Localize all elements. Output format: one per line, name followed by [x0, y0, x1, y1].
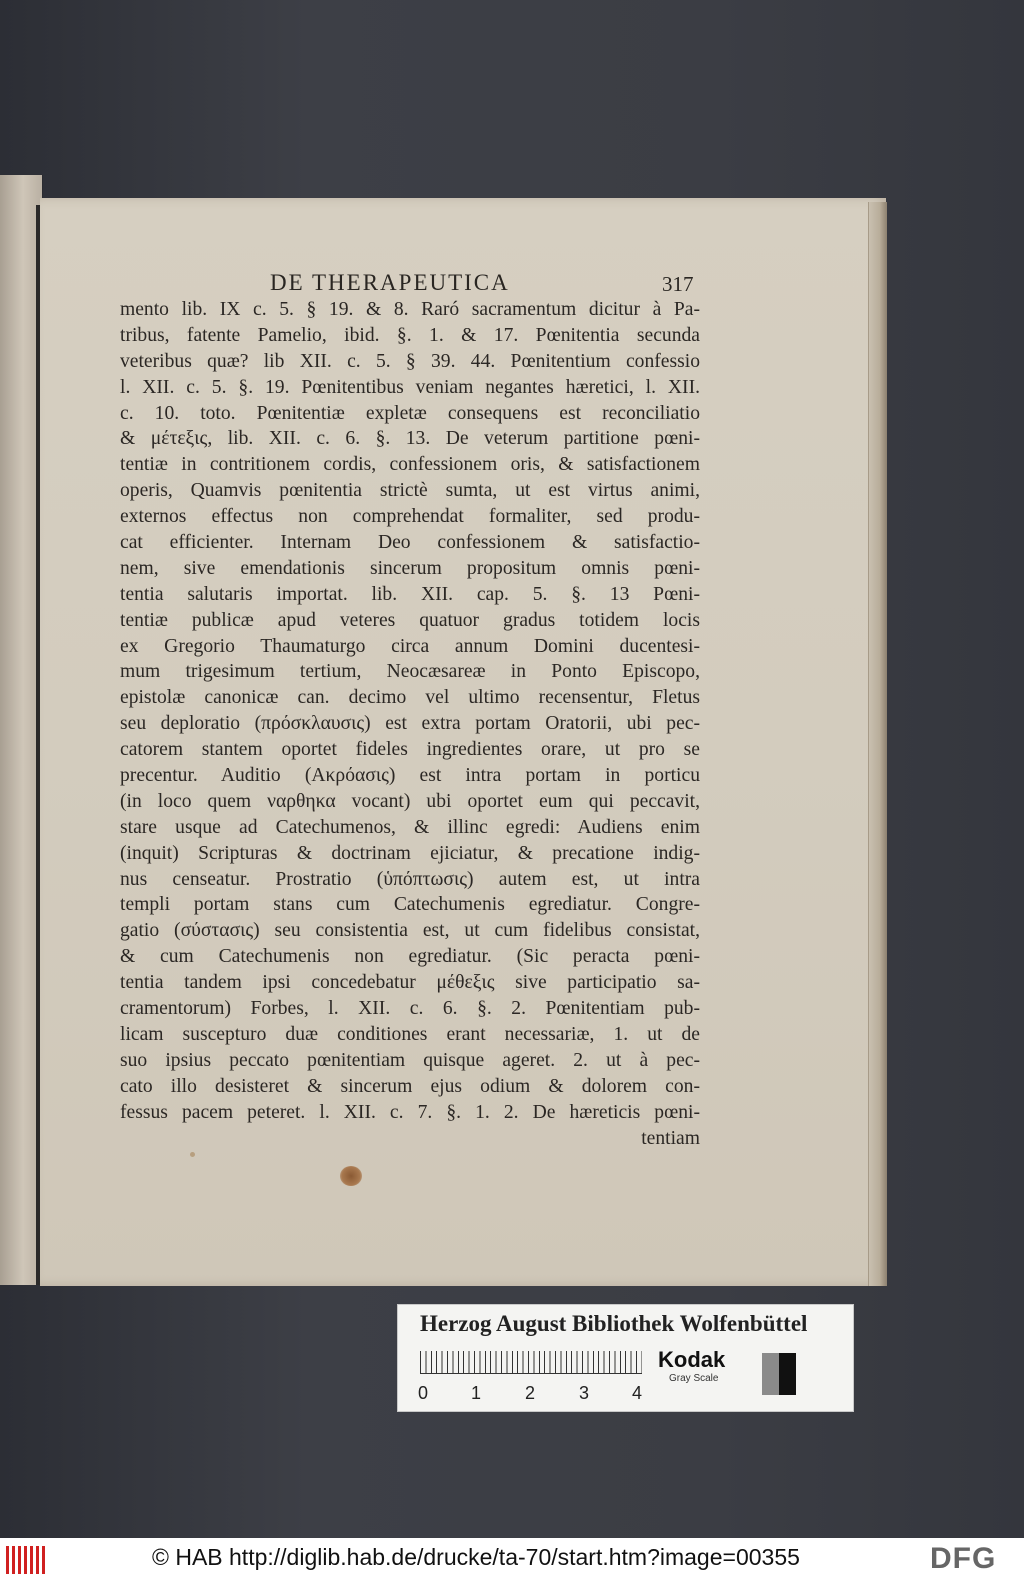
text-line: mento lib. IX c. 5. § 19. & 8. Raró sacramentum dicitur à Pa-	[120, 299, 700, 320]
text-line: veteribus quæ? lib XII. c. 5. § 39. 44. Pœnitentium confessio	[120, 350, 700, 372]
text-line: suo ipsius peccato pœnitentiam quisque ageret. 2. ut à pec-	[120, 1049, 700, 1071]
black-swatch	[779, 1353, 796, 1395]
library-name: Herzog August Bibliothek Wolfenbüttel	[420, 1311, 808, 1336]
text-line: licam suscepturo duæ conditiones erant necessariæ, 1. ut de	[120, 1023, 700, 1045]
footer-copyright-link[interactable]: © HAB http://diglib.hab.de/drucke/ta-70/start.htm?image=00355	[152, 1544, 800, 1570]
scale-number-0: 0	[418, 1383, 429, 1403]
footer-bar	[0, 1538, 1024, 1582]
text-line: l. XII. c. 5. §. 19. Pœnitentibus veniam negantes hæretici, l. XII.	[120, 376, 700, 398]
library-color-card	[397, 1304, 854, 1412]
body-text	[120, 297, 700, 1151]
scale-ruler-base	[420, 1373, 642, 1374]
running-head-title: DE THERAPEUTICA	[270, 270, 510, 295]
text-line: stare usque ad Catechumenos, & illinc egredi: Audiens enim	[120, 816, 700, 838]
dfg-logo: DFG	[930, 1542, 997, 1575]
kodak-label: Kodak	[658, 1347, 726, 1372]
text-line: tribus, fatente Pamelio, ibid. §. 1. & 17. Pœnitentia secunda	[120, 324, 700, 346]
scale-number-3: 3	[579, 1383, 590, 1403]
text-line: precentur. Auditio (Ακρόασις) est intra portam in porticu	[120, 765, 700, 787]
scale-number-4: 4	[632, 1383, 643, 1403]
running-head	[270, 270, 720, 300]
text-line: fessus pacem peteret. l. XII. c. 7. §. 1. 2. De hæreticis pœni-	[120, 1101, 700, 1123]
text-line: cat efficienter. Internam Deo confessionem & satisfactio-	[120, 532, 700, 554]
gray-scale-label: Gray Scale	[669, 1373, 719, 1384]
text-line: tentia tandem ipsi concedebatur μέθεξις sive participatio sa-	[120, 972, 700, 994]
text-line: ex Gregorio Thaumaturgo circa annum Domini ducentesi-	[120, 635, 700, 657]
scale-ruler	[420, 1351, 642, 1373]
text-line: cramentorum) Forbes, l. XII. c. 6. §. 2. Pœnitentiam pub-	[120, 998, 700, 1020]
ink-smudge	[340, 1166, 362, 1186]
text-line: & cum Catechumenis non egrediatur. (Sic peracta pœni-	[120, 946, 700, 968]
text-line: seu deploratio (πρόσκλαυσις) est extra portam Oratorii, ubi pec-	[120, 713, 700, 735]
text-line: c. 10. toto. Pœnitentiæ expletæ consequens est reconciliatio	[120, 402, 700, 424]
text-line: externos effectus non comprehendat formaliter, sed produ-	[120, 506, 700, 528]
text-line: nus censeatur. Prostratio (ὑπόπτωσις) autem est, ut intra	[120, 868, 700, 890]
text-line: cato illo desisteret & sincerum ejus odium & dolorem con-	[120, 1075, 700, 1097]
text-line: mum trigesimum tertium, Neocæsareæ in Ponto Episcopo,	[120, 661, 700, 683]
paper-speck	[190, 1152, 195, 1157]
text-line: operis, Quamvis pœnitentia strictè sumta, ut est virtus animi,	[120, 480, 700, 502]
scale-number-2: 2	[525, 1383, 536, 1403]
text-line: & μέτεξις, lib. XII. c. 6. §. 13. De veterum partitione pœni-	[120, 428, 700, 450]
text-line: catorem stantem oportet fideles ingredientes orare, ut pro se	[120, 739, 700, 761]
text-line: tentiam	[641, 1127, 700, 1149]
text-line: tentiæ publicæ apud veteres quatuor gradus totidem locis	[120, 609, 700, 631]
text-line: templi portam stans cum Catechumenis egrediatur. Congre-	[120, 894, 700, 916]
text-line: tentiæ in contritionem cordis, confessionem oris, & satisfactionem	[120, 454, 700, 476]
text-line: nem, sive emendationis sincerum propositum omnis pœni-	[120, 557, 700, 579]
text-line: (in loco quem ναρθηκα vocant) ubi oportet eum qui peccavit,	[120, 790, 700, 812]
gray-swatch	[762, 1353, 779, 1395]
text-line: tentia salutaris importat. lib. XII. cap. 5. §. 13 Pœni-	[120, 583, 700, 605]
text-line: (inquit) Scripturas & doctrinam ejiciatur, & precatione indig-	[120, 842, 700, 864]
page-number: 317	[662, 272, 694, 296]
hab-logo-icon	[6, 1546, 46, 1574]
page-edge	[868, 202, 887, 1286]
text-line: gatio (σύστασις) seu consistentia est, ut cum fidelibus consistat,	[120, 920, 700, 942]
scale-number-1: 1	[471, 1383, 482, 1403]
text-line: epistolæ canonicæ can. decimo vel ultimo recensentur, Fletus	[120, 687, 700, 709]
